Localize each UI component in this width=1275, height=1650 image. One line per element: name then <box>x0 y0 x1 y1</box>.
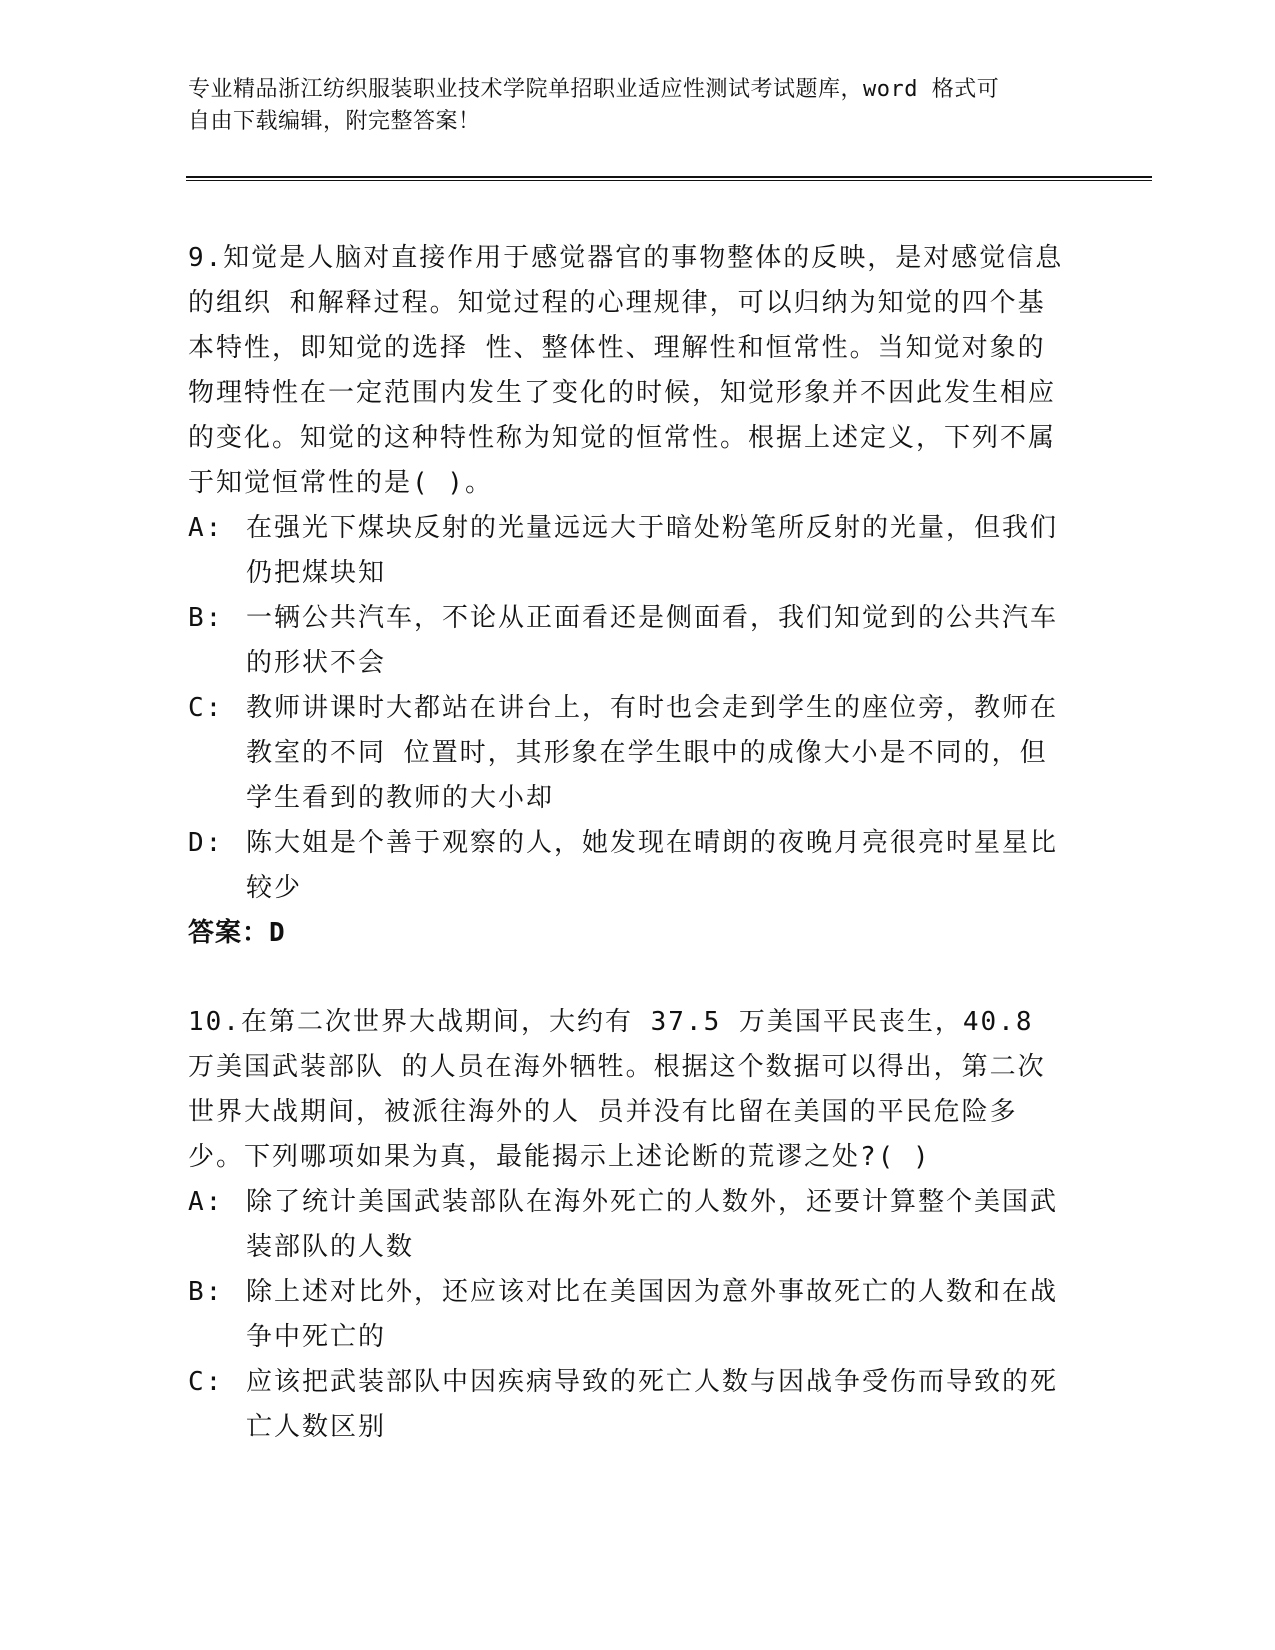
option-key: B: <box>188 1277 224 1307</box>
option-key: B: <box>188 603 224 633</box>
option-key: A: <box>188 1187 224 1217</box>
option-a <box>188 506 1068 596</box>
header-divider <box>186 176 1152 181</box>
page-header <box>188 74 1068 138</box>
option-text: 陈大姐是个善于观察的人，她发现在晴朗的夜晚月亮很亮时星星比较少 <box>246 828 1059 903</box>
question-9 <box>188 236 1068 956</box>
option-b <box>188 596 1068 686</box>
question-10 <box>188 1000 1068 1450</box>
option-key: C: <box>188 1367 224 1397</box>
option-key: A: <box>188 513 224 543</box>
option-text: 教师讲课时大都站在讲台上，有时也会走到学生的座位旁，教师在教室的不同 位置时，其形象在学生眼中的成像大小是不同的，但学生看到的教师的大小却 <box>246 693 1059 813</box>
option-text: 除上述对比外，还应该对比在美国因为意外事故死亡的人数和在战争中死亡的 <box>246 1277 1059 1352</box>
header-line-1: 专业精品浙江纺织服装职业技术学院单招职业适应性测试考试题库，word 格式可 <box>188 77 1000 102</box>
option-text: 在强光下煤块反射的光量远远大于暗处粉笔所反射的光量，但我们仍把煤块知 <box>246 513 1059 588</box>
option-b <box>188 1270 1068 1360</box>
option-key: D: <box>188 828 224 858</box>
option-c <box>188 1360 1068 1450</box>
answer: 答案：D <box>188 918 286 948</box>
question-text: 9.知觉是人脑对直接作用于感觉器官的事物整体的反映，是对感觉信息的组织 和解释过程。知觉过程的心理规律，可以归纳为知觉的四个基本特性，即知觉的选择 性、整体性、理解性和恒常性。当知觉对象的物理特性在一定范围内发生了变化的时候，知觉形象并不因此发生相应的变化。知觉的这种特性称为知觉的恒常性。根据上述定义，下列不属于知觉恒常性的是( )。 <box>188 243 1064 498</box>
option-a <box>188 1180 1068 1270</box>
question-text: 10.在第二次世界大战期间，大约有 37.5 万美国平民丧生，40.8 万美国武装部队 的人员在海外牺牲。根据这个数据可以得出，第二次世界大战期间，被派往海外的人 员并没有比留在美国的平民危险多少。下列哪项如果为真，最能揭示上述论断的荒谬之处?( ) <box>188 1007 1046 1172</box>
option-text: 应该把武装部队中因疾病导致的死亡人数与因战争受伤而导致的死亡人数区别 <box>246 1367 1059 1442</box>
option-d <box>188 821 1068 911</box>
header-line-2: 自由下载编辑，附完整答案！ <box>188 109 481 134</box>
option-text: 一辆公共汽车，不论从正面看还是侧面看，我们知觉到的公共汽车的形状不会 <box>246 603 1059 678</box>
option-key: C: <box>188 693 224 723</box>
option-c <box>188 686 1068 821</box>
question-list <box>188 236 1068 1494</box>
option-text: 除了统计美国武装部队在海外死亡的人数外，还要计算整个美国武装部队的人数 <box>246 1187 1059 1262</box>
